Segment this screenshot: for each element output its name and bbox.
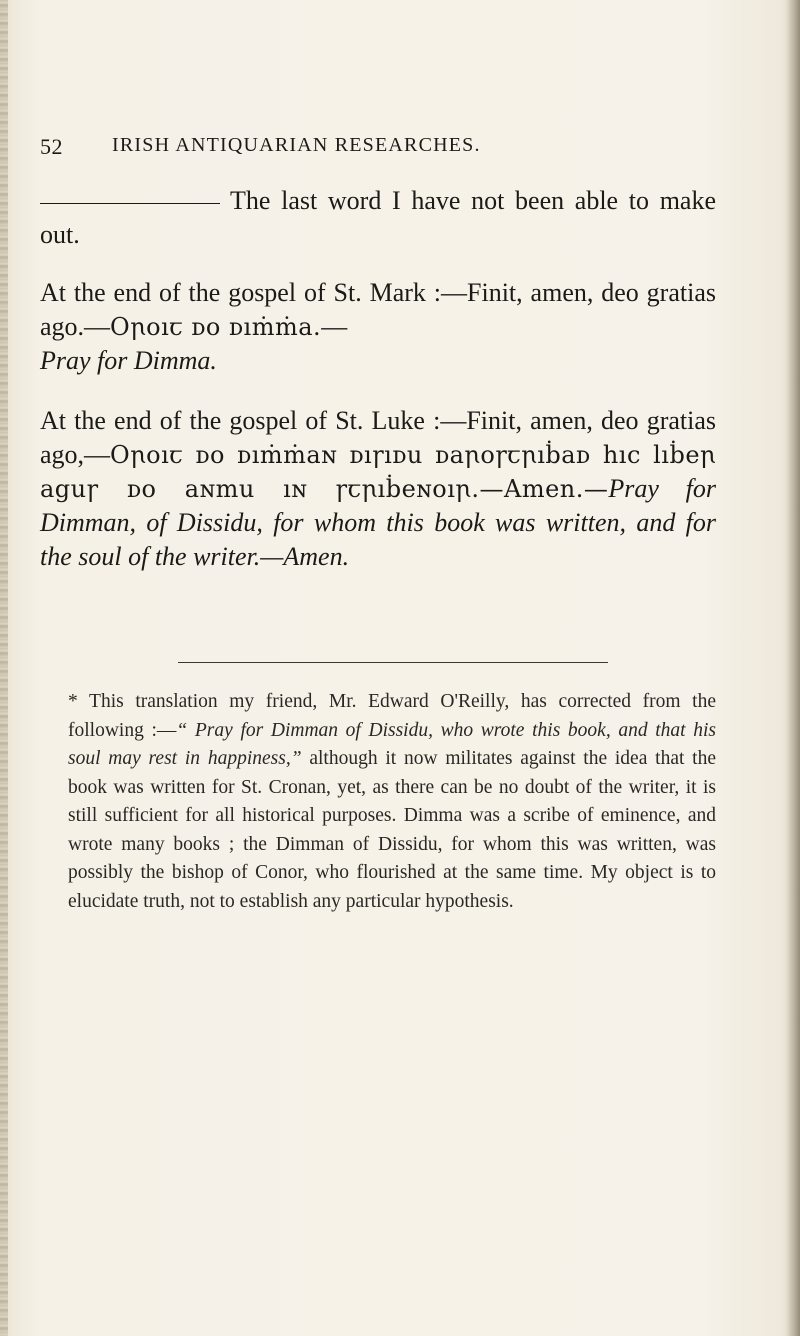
- page-number: 52: [40, 134, 63, 159]
- leading-rule: [40, 203, 220, 204]
- footnote-body: [40, 688, 716, 916]
- st-luke-translation: Pray for Dimman, of Dissidu, for whom this book was written, and for the soul of the writer.—Amen.: [40, 474, 717, 571]
- st-mark-dash: —: [321, 312, 348, 341]
- footnote: [40, 688, 716, 916]
- footnote-divider: [178, 662, 608, 663]
- page-left-edge: [0, 0, 8, 1336]
- paragraph-st-luke: [40, 404, 716, 574]
- paragraph-last-word-text: The last word I have not been able to make out.: [40, 186, 716, 249]
- page-header: [40, 134, 720, 164]
- footnote-rest: although it now militates against the idea that the book was written for St. Cronan, yet, as there can be no doubt of the writer, it is still sufficient for all historical purposes. Dimma was a scribe of eminence, and wrote many books ; the Dimman of Dissidu, for whom this was written, was possibly the bishop of Conor, who flourished at the same time. My object is to elucidate truth, not to establish any particular hypothesis.: [68, 748, 716, 912]
- footnote-quote: “ Pray for Dimman of Dissidu, who wrote this book, and that his soul may rest in happiness,”: [68, 719, 716, 769]
- st-luke-lead: At the end of the gospel of St. Luke :—Finit, amen, deo gratias ago,—: [40, 406, 716, 469]
- footnote-lead: This translation my friend, Mr. Edward O'Reilly, has corrected from the following :—: [68, 691, 716, 741]
- paragraph-last-word: [40, 184, 716, 252]
- st-mark-lead: At the end of the gospel of St. Mark :—Finit, amen, deo gratias ago.—: [40, 278, 716, 341]
- footnote-marker: *: [68, 691, 78, 712]
- running-head: IRISH ANTIQUARIAN RESEARCHES.: [112, 134, 481, 156]
- page-right-edge: [786, 0, 800, 1336]
- st-luke-irish-text: Oꞃoıꞇ ᴅo ᴅıṁṁaɴ ᴅıꞅıᴅu ᴅaꞃoꞅꞇꞃıḃaᴅ hıc lıḃeꞃ aguꞅ ᴅo aɴmu ıɴ ꞅꞇꞃıḃeɴoıꞃ.—Amen.—: [40, 441, 716, 503]
- st-mark-irish-text: Oꞃoıꞇ ᴅo ᴅıṁṁa.: [110, 313, 322, 341]
- st-mark-translation: Pray for Dimma.: [40, 346, 217, 375]
- paragraph-st-mark: [40, 276, 716, 378]
